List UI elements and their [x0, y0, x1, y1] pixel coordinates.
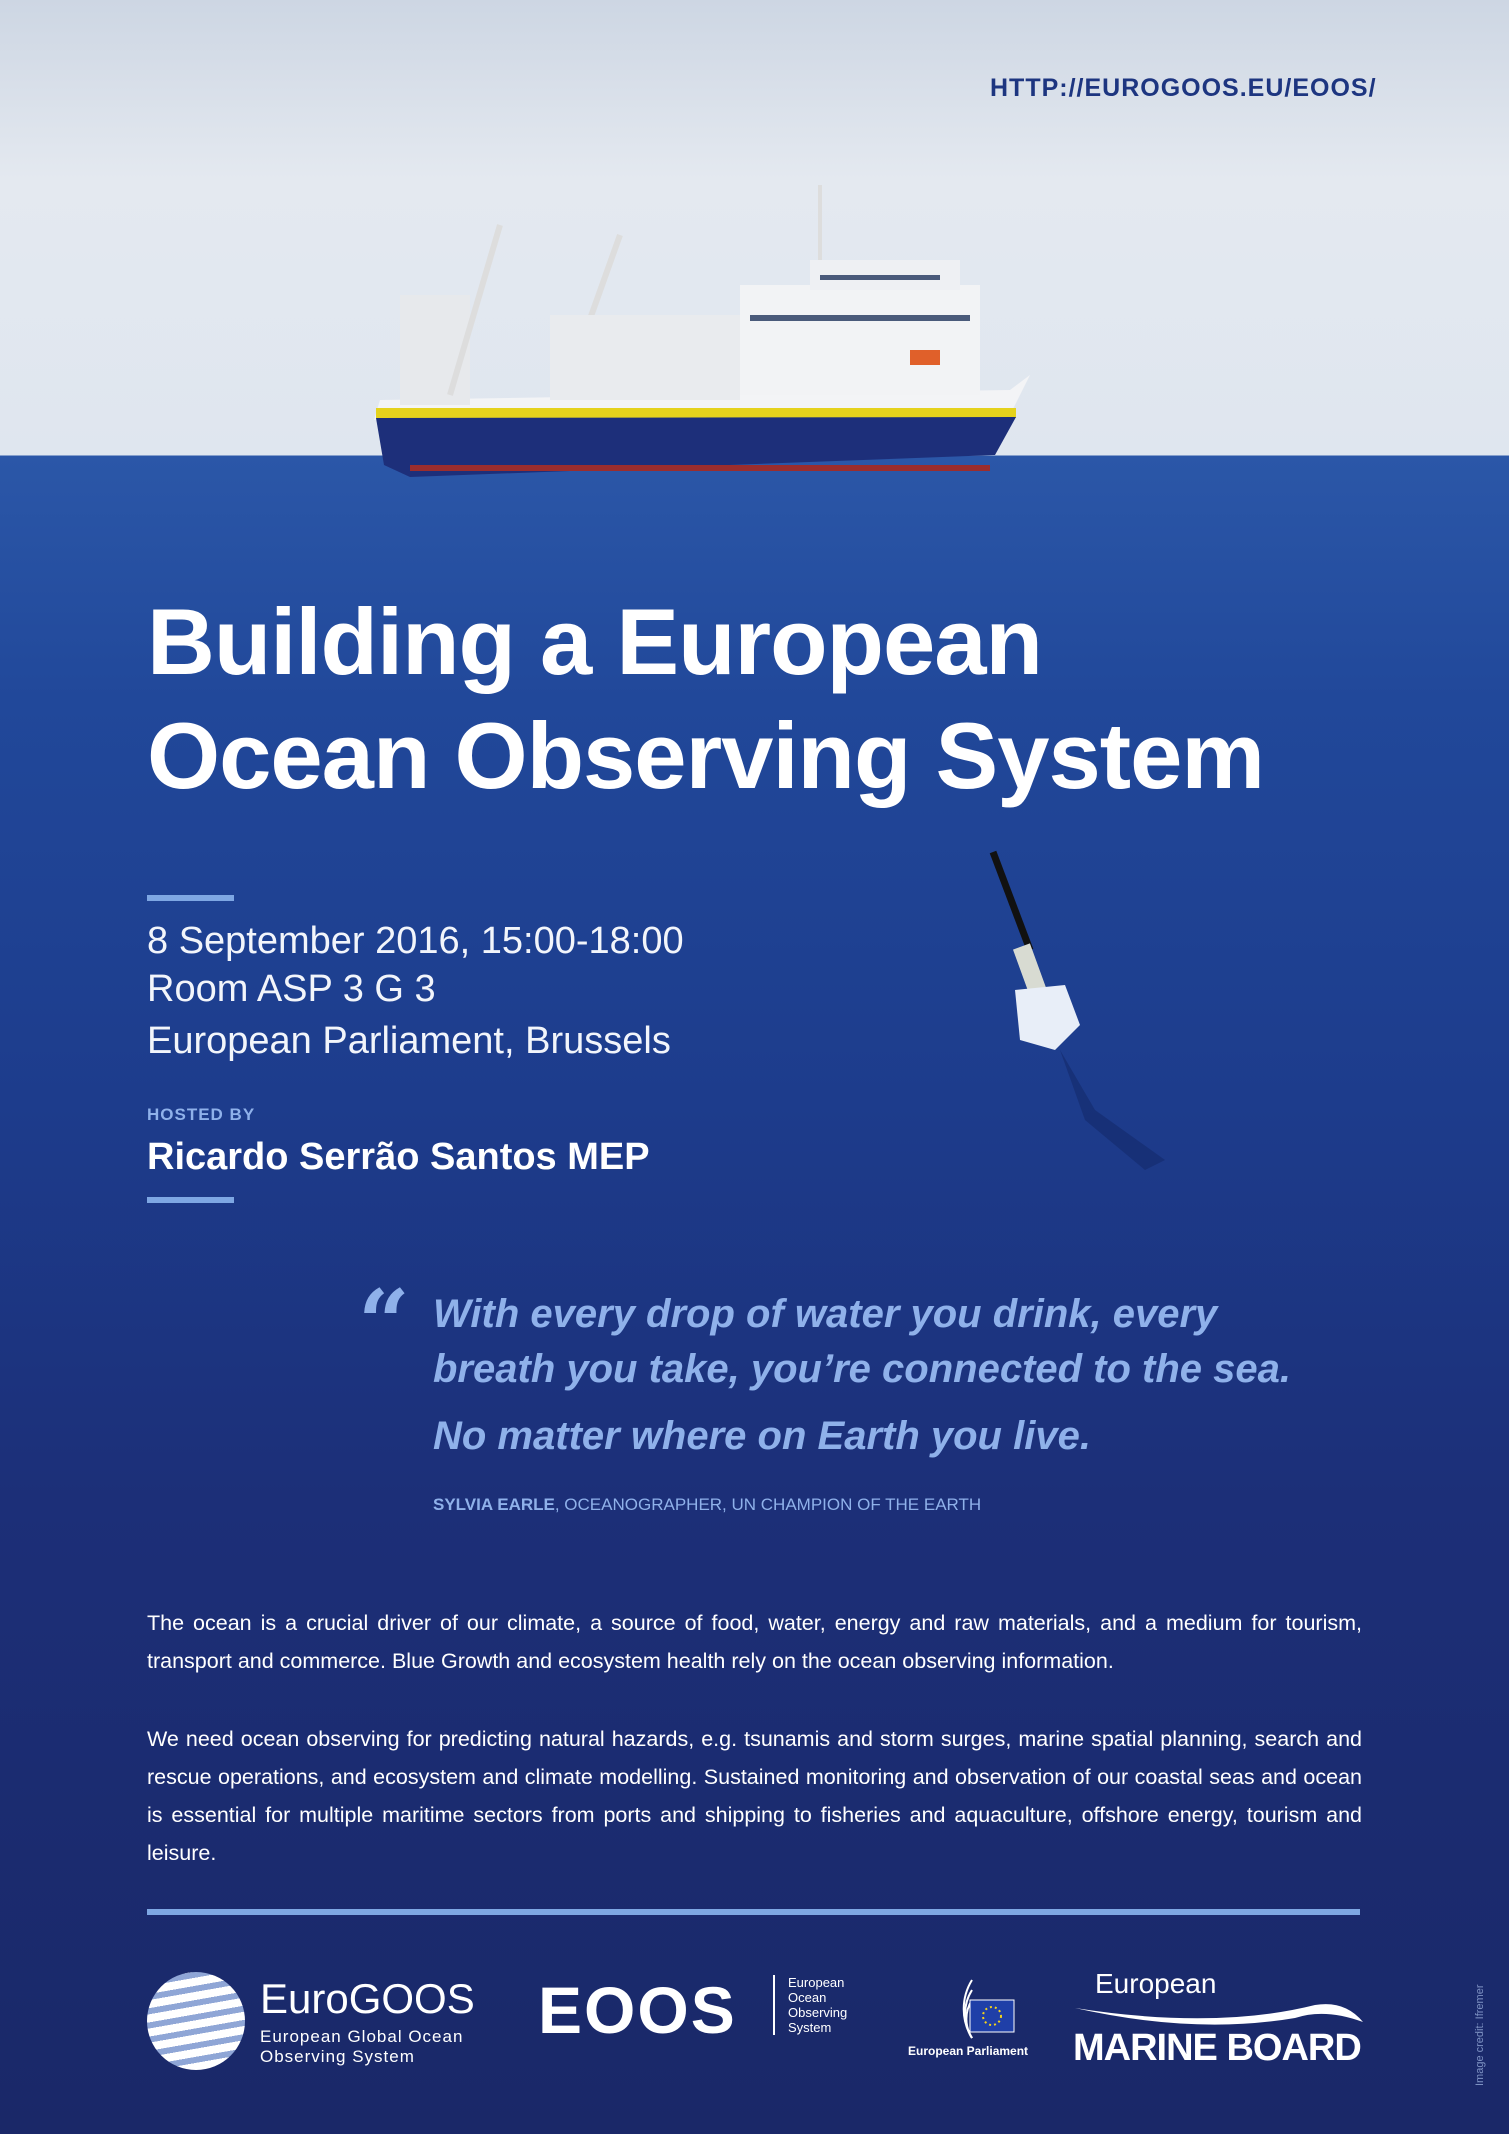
page-title — [147, 585, 1264, 813]
european-parliament-logo-text: European Parliament — [908, 2044, 1029, 2058]
european-parliament-emblem-icon — [912, 1978, 1030, 2040]
body-paragraph: We need ocean observing for predicting natural hazards, e.g. tsunamis and storm surges, marine spatial planning, search and rescue operations, and ecosystem and climate modelling. Sustained monitoring and observation of our coastal seas and ocean is essential for multiple maritime sectors from ports and shipping to fisheries and aquaculture, offshore energy, tourism and leisure. — [147, 1727, 1362, 1865]
quote-mark-icon: “ — [358, 1270, 410, 1376]
url-link[interactable]: HTTP://EUROGOOS.EU/EOOS/ — [990, 74, 1377, 102]
footer-divider — [147, 1909, 1360, 1915]
eurogoos-sub: Observing System — [260, 2047, 415, 2066]
eoos-sub: Ocean — [788, 1990, 827, 2005]
eoos-sub: System — [788, 2020, 832, 2035]
eurogoos-logo-name: EuroGOOS — [260, 1975, 475, 2022]
emb-wave-icon — [1075, 2000, 1365, 2030]
eurogoos-sub: European Global Ocean — [260, 2027, 464, 2046]
title-line: Ocean Observing System — [147, 703, 1264, 808]
quote-line: No matter where on Earth you live. — [433, 1414, 1091, 1458]
eoos-logo: EOOS — [538, 1973, 737, 2047]
image-credit: Image credit: Ifremer — [1474, 1984, 1486, 2086]
title-line: Building a European — [147, 589, 1042, 694]
quote-line: breath you take, you’re connected to the sea. — [433, 1347, 1292, 1391]
emb-logo-top: European — [1095, 1968, 1217, 1999]
eoos-separator — [773, 1975, 775, 2035]
eurogoos-globe-icon — [147, 1972, 245, 2070]
host-name: Ricardo Serrão Santos MEP — [147, 1136, 650, 1178]
buoy-image — [985, 850, 1185, 1180]
emb-logo-bottom: MARINE BOARD — [1073, 2027, 1361, 2069]
quote-author: SYLVIA EARLE — [433, 1495, 555, 1514]
event-venue: European Parliament, Brussels — [147, 1020, 671, 1062]
eoos-logo-subtitle — [788, 1975, 847, 2035]
eurogoos-logo-subtitle — [260, 2027, 463, 2067]
research-ship-image — [370, 165, 1050, 485]
eoos-sub: European — [788, 1975, 845, 1990]
event-date: 8 September 2016, 15:00-18:00 — [147, 920, 684, 962]
divider — [147, 1197, 234, 1203]
hosted-by-label: HOSTED BY — [147, 1105, 256, 1124]
quote-attribution — [433, 1495, 981, 1515]
eoos-sub: Observing — [788, 2005, 848, 2020]
quote-author-role: , OCEANOGRAPHER, UN CHAMPION OF THE EARTH — [554, 1495, 982, 1514]
body-paragraph: The ocean is a crucial driver of our climate, a source of food, water, energy and raw materials, and a medium for tourism, transport and commerce. Blue Growth and ecosystem health rely on the ocean observing information. — [147, 1611, 1362, 1673]
quote-line: With every drop of water you drink, every — [433, 1292, 1218, 1336]
event-room: Room ASP 3 G 3 — [147, 968, 436, 1010]
divider — [147, 895, 234, 901]
